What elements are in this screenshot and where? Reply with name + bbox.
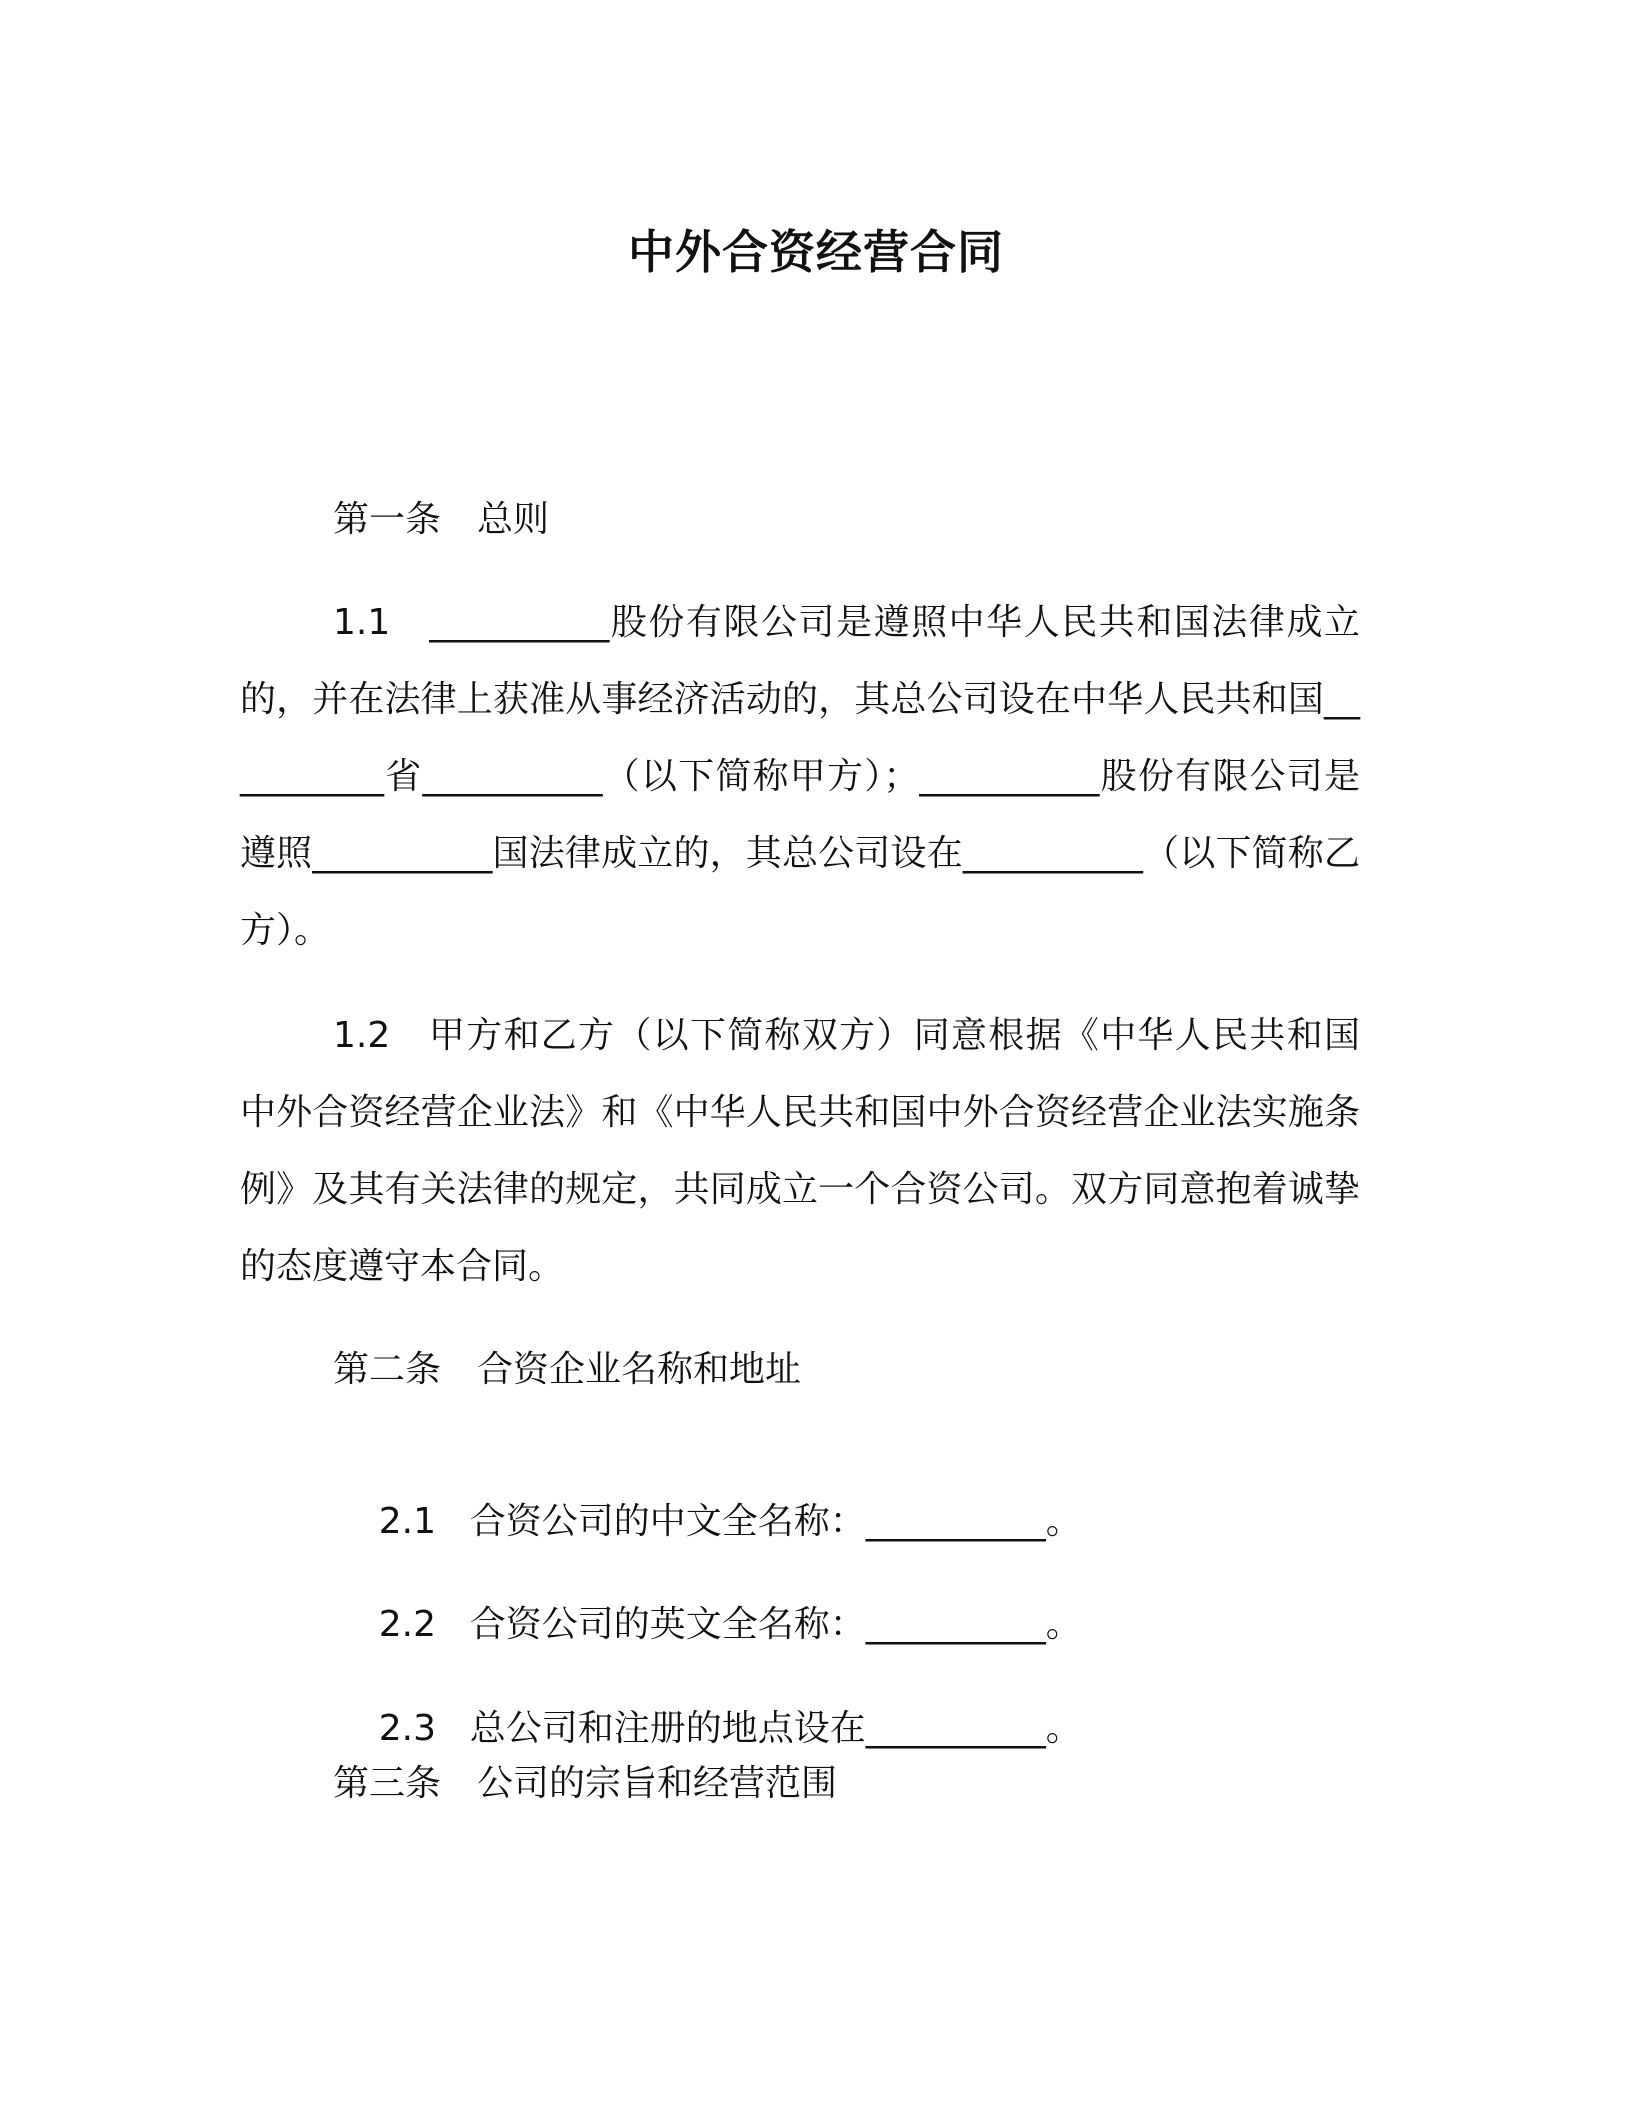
clause-number: 2.3 bbox=[378, 1708, 437, 1749]
clause-text: 合资公司的英文全名称：__________。 bbox=[469, 1604, 1082, 1645]
clause-text: 合资公司的中文全名称：__________。 bbox=[469, 1501, 1082, 1542]
clause-number: 2.1 bbox=[378, 1501, 437, 1542]
article-1-heading: 第一条 总则 bbox=[333, 499, 550, 540]
article-3-heading: 第三条 公司的宗旨和经营范围 bbox=[333, 1763, 838, 1804]
clause-1-1: 1.1 __________股份有限公司是遵照中华人民共和国法律成立的，并在法律上获准从事经济活动的，其总公司设在中华人民共和国__________省__________（以下简称甲方）；__________股份有限公司是遵照__________国法律成立的，其总公司设在__________（以下简称乙方）。 bbox=[240, 602, 1360, 951]
clause-number: 2.2 bbox=[378, 1604, 437, 1645]
article-2-heading: 第二条 合资企业名称和地址 bbox=[333, 1349, 802, 1390]
clause-text: 总公司和注册的地点设在__________。 bbox=[469, 1708, 1082, 1749]
document-title: 中外合资经营合同 bbox=[628, 225, 1004, 279]
clause-1-2: 1.2 甲方和乙方（以下简称双方）同意根据《中华人民共和国中外合资经营企业法》和《中华人民共和国中外合资经营企业法实施条例》及其有关法律的规定，共同成立一个合资公司。双方同意抱着诚挚的态度遵守本合同。 bbox=[240, 1015, 1360, 1287]
